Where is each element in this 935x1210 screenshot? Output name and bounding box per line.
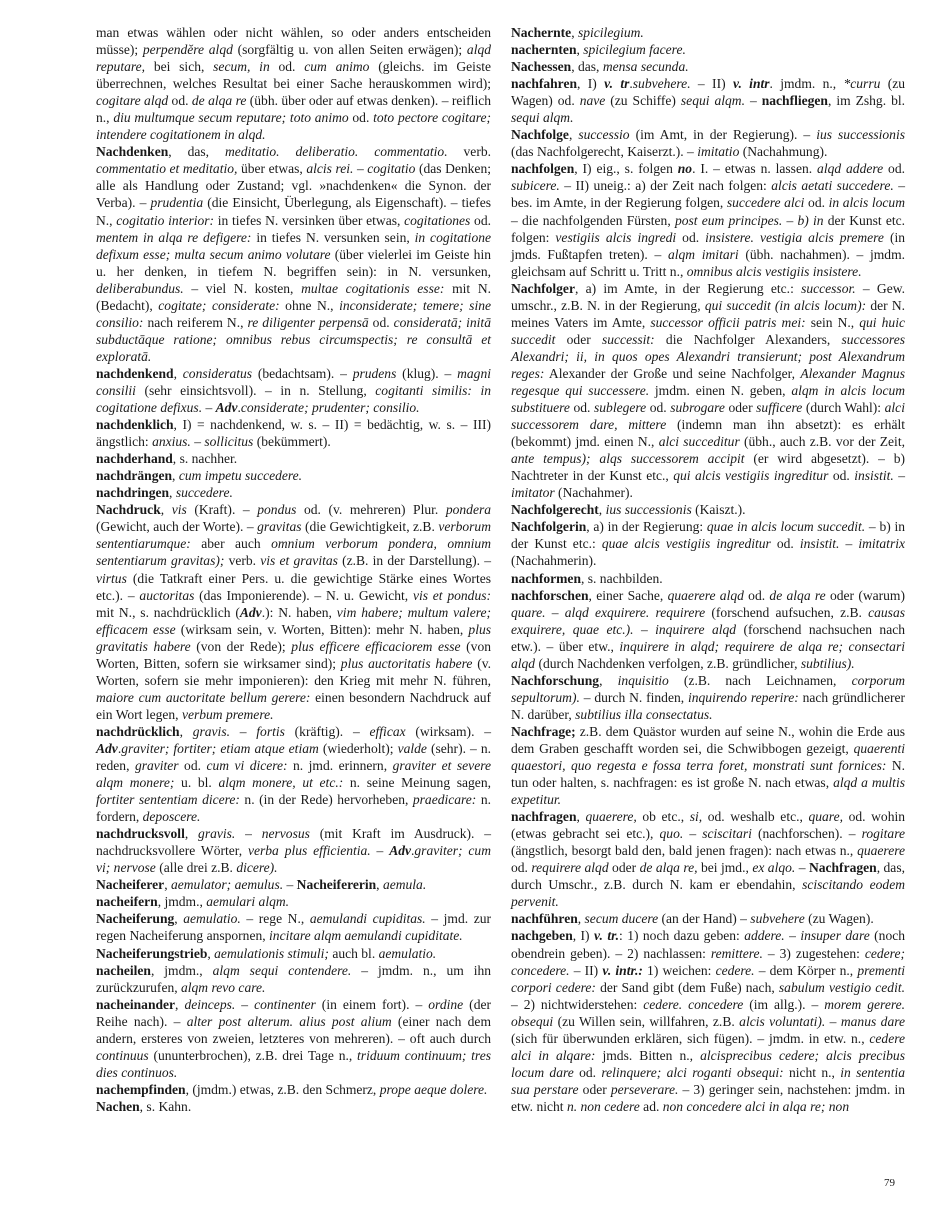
dictionary-entry: nachfolgen, I) eig., s. folgen no. I. – etwas n. lassen. alqd addere od. subicere. – II) uneig.: a) der Zeit nach folgen: alcis aetati succedere. – bes. im Amte, in der Regierung folgen, succedere alci od. in alcis locum – die nachfolgenden Fürsten, post eum principes. – b) in der Kunst etc. folgen: vestigiis alcis ingredi od. insistere. vestigia alcis premere (in jmds. Fußtapfen treten). – alqm imitari (übh. nachahmen). – jmdm. gleichsam auf Schritt u. Tritt n., omnibus alcis vestigiis insistere. <box>511 161 906 279</box>
left-column <box>96 24 491 1115</box>
dictionary-entry: nachdrücklich, gravis. – fortis (kräftig). – efficax (wirksam). – Adv.graviter; fortiter; etiam atque etiam (wiederholt); valde (sehr). – n. reden, graviter od. cum vi dicere: n. jmd. erinnern, graviter et severe alqm monere; u. bl. alqm monere, ut etc.: n. seine Meinung sagen, fortiter sententiam dicere: n. (in der Rede) hervorheben, praedicare: n. fordern, deposcere. <box>96 723 491 825</box>
dictionary-entry: Nachen, s. Kahn. <box>96 1098 192 1114</box>
dictionary-entry: nacheifern, jmdm., aemulari alqm. <box>96 894 290 910</box>
dictionary-entry: nachdenklich, I) = nachdenkend, w. s. – II) = bedächtig, w. s. – III) ängstlich: anxius. – sollicitus (bekümmert). <box>96 417 491 450</box>
dictionary-entry: Nachfolger, a) im Amte, in der Regierung etc.: successor. – Gew. umschr., z.B. N. in der Regierung, qui succedit (in alcis locum): der N. meines Vaters im Amte, successor officii patris mei: sein N., qui huic succedit oder successit: die Nachfolger Alexanders, successores Alexandri; ii, in quos opes Alexandri transierunt; post Alexandrum reges: Alexander der Große und seine Nachfolger, Alexander Magnus regesque qui successere. jmdm. einen N. geben, alqm in alcis locum substituere od. sublegere od. subrogare oder sufficere (durch Wahl): alci successorem dare, mittere (indemn man ihn absetzt): es erhält (bekommt) jmd. einen N., alci succeditur (übh., auch z.B. vor der Zeit, ante tempus); alqs successorem accipit (er wird abgesetzt). – b) Nachtreter in der Kunst etc., qui alcis vestigiis ingreditur od. insistit. – imitator (Nachahmer). <box>511 280 906 501</box>
dictionary-entry: Nachessen, das, mensa secunda. <box>511 59 689 75</box>
dictionary-entry: nacheilen, jmdm., alqm sequi contendere. – jmdm. n., um ihn zurückzurufen, alqm revo care. <box>96 962 492 995</box>
right-column <box>511 24 905 1115</box>
dictionary-entry: nachdrucksvoll, gravis. – nervosus (mit Kraft im Ausdruck). – nachdrucksvollere Wörter, verba plus efficientia. – Adv.graviter; cum vi; nervose (alle drei z.B. dicere). <box>96 826 491 876</box>
dictionary-entry: Nachfolge, successio (im Amt, in der Regierung). – ius successionis (das Nachfolgerecht, Kaiserzt.). – imitatio (Nachahmung). <box>511 127 905 160</box>
dictionary-entry: Nachdenken, das, meditatio. deliberatio. commentatio. verb. commentatio et meditatio, über etwas, alcis rei. – cogitatio (das Denken; alle als Handlung oder Zustand; vgl. »nachdenken« die Synon. der Verba). – prudentia (die Einsicht, Überlegung, als Eigenschaft). – tiefes N., cogitatio interior: in tiefes N. versinken über etwas, cogitationes od. mentem in alqa re defigere: in tiefes N. versunken sein, in cogitatione defixum esse; multa secum animo volutare (über vielerlei im Geiste hin u. her denken, in tiefem N. begriffen sein): in N. versunken, deliberabundus. – viel N. kosten, multae cogitationis esse: mit N. (Bedacht), cogitate; considerate: ohne N., inconsiderate; temere; sine consilio: nach reiferem N., re diligenter perpensā od. consideratā; initā subductāque ratione; omnibus rebus circumspectis; re consultā et exploratā. <box>96 144 492 364</box>
dictionary-entry: nachdringen, succedere. <box>96 485 233 501</box>
page-number: 79 <box>884 1177 895 1189</box>
dictionary-entry: nachfragen, quaerere, ob etc., si, od. weshalb etc., quare, od. wohin (etwas gebracht sei etc.), quo. – sciscitari (nachforschen). – rogitare (ängstlich, besorgt bald den, bald jenen fragen): nach etwas n., quaerere od. requirere alqd oder de alqa re, bei jmd., ex alqo. – Nachfragen, das, durch Umschr., z.B. durch N. kam er ebendahin, sciscitando eodem pervenit. <box>511 809 905 910</box>
dictionary-entry: nachderhand, s. nachher. <box>96 451 238 467</box>
dictionary-entry: Nachfolgerecht, ius successionis (Kaiszt.). <box>511 502 746 518</box>
dictionary-entry: Nachernte, spicilegium. <box>511 25 644 40</box>
dictionary-entry: Nachforschung, inquisitio (z.B. nach Leichnamen, corporum sepultorum). – durch N. finden, inquirendo reperire: nach gründlicherer N. darüber, subtilius illa consectatus. <box>511 672 905 722</box>
dictionary-entry: Nachfolgerin, a) in der Regierung: quae in alcis locum succedit. – b) in der Kunst etc.: quae alcis vestigiis ingreditur od. insistit. – imitatrix (Nachahmerin). <box>511 519 905 569</box>
dictionary-entry: nachdrängen, cum impetu succedere. <box>96 468 303 484</box>
dictionary-entry: nachdenkend, consideratus (bedachtsam). – prudens (klug). – magni consilii (sehr einsichtsvoll). – in n. Stellung, cogitanti similis: in cogitatione defixus. – Adv.considerate; prudenter; consilio. <box>96 365 491 416</box>
dictionary-entry: Nacheiferung, aemulatio. – rege N., aemulandi cupiditas. – jmd. zur regen Nacheiferung anspornen, incitare alqm aemulandi cupiditate. <box>96 911 491 944</box>
dictionary-entry: nachgeben, I) v. tr.: 1) noch dazu geben: addere. – insuper dare (noch obendrein geben). – 2) nachlassen: remittere. – 3) zugestehen: cedere; concedere. – II) v. intr.: 1) weichen: cedere. – dem Körper n., prementi corpori cedere: der Sand gibt (dem Fuße) nach, sabulum vestigio cedit. – 2) nichtwiderstehen: cedere. concedere (im allg.). – morem gerere. obsequi (zu Willen sein, willfahren, z.B. alcis voluntati). – manus dare (sich für überwunden erklären, sich fügen). – jmdm. in etw. n., cedere alci in alqare: jmds. Bitten n., alcisprecibus cedere; alcis precibus locum dare od. relinquere; alci roganti obsequi: nicht n., in sententia sua perstare oder perseverare. – 3) geringer sein, nachstehen: jmdm. in etw. nicht n. non cedere ad. non concedere alci in alqa re; non <box>511 928 906 1114</box>
dictionary-entry: man etwas wählen oder nicht wählen, so oder anders entscheiden müsse); perpendĕre alqd (sorgfältig u. von allen Seiten erwägen); alqd reputare, bei sich, secum, in od. cum animo (gleichs. im Geiste überrechnen, welches Resultat bei einer Sache herauskommen wird); cogitare alqd od. de alqa re (übh. über oder auf etwas denken). – reiflich n., diu multumque secum reputare; toto animo od. toto pectore cogitare; intendere cogitationem in alqd. <box>96 25 492 143</box>
dictionary-entry: nachformen, s. nachbilden. <box>511 570 663 586</box>
dictionary-entry: nacheinander, deinceps. – continenter (in einem fort). – ordine (der Reihe nach). – alter post alterum. alius post alium (einer nach dem andern, ersteres von zweien, letzteres von mehreren). – oft auch durch continuus (ununterbrochen), z.B. drei Tage n., triduum continuum; tres dies continuos. <box>96 996 491 1080</box>
dictionary-entry: Nacheiferer, aemulator; aemulus. – Nacheifererin, aemula. <box>96 877 427 893</box>
dictionary-entry: nachführen, secum ducere (an der Hand) – subvehere (zu Wagen). <box>511 911 874 927</box>
dictionary-entry: Nachfrage; z.B. dem Quästor wurden auf seine N., wohin die Erde aus dem Graben geschafft worden sei, die Schwibbogen gezeigt, quaerenti quaestori, quo regesta e fossa terra foret, monstrati sunt fornices: N. tun oder halten, s. nachfragen: es ist große N. nach etwas, alqd a multis expetitur. <box>511 723 905 808</box>
dictionary-entry: nachforschen, einer Sache, quaerere alqd od. de alqa re oder (warum) quare. – alqd exquirere. requirere (forschend aufsuchen, z.B. causas exquirere, quae etc.). – inquirere alqd (forschend nachsuchen nach etw.). – über etw., inquirere in alqd; requirere de alqa re; consectari alqd (durch Nachdenken verfolgen, z.B. gründlicher, subtilius). <box>511 587 905 671</box>
dictionary-entry: nachfahren, I) v. tr.subvehere. – II) v. intr. jmdm. n., *curru (zu Wagen) od. nave (zu Schiffe) sequi alqm. – nachfliegen, im Zshg. bl. sequi alqm. <box>511 76 906 126</box>
dictionary-entry: Nacheiferungstrieb, aemulationis stimuli; auch bl. aemulatio. <box>96 945 437 961</box>
dictionary-entry: nachempfinden, (jmdm.) etwas, z.B. den Schmerz, prope aeque dolere. <box>96 1081 488 1097</box>
dictionary-entry: nachernten, spicilegium facere. <box>511 42 686 58</box>
dictionary-entry: Nachdruck, vis (Kraft). – pondus od. (v. mehreren) Plur. pondera (Gewicht, auch der Worte). – gravitas (die Gewichtigkeit, z.B. verborum sententiarumque: aber auch omnium verborum pondera, omnium sententiarum gravitas); verb. vis et gravitas (z.B. in der Darstellung). – virtus (die Tatkraft einer Pers. u. die gewichtige Stärke eines Wortes etc.). – auctoritas (das Imponierende). – N. u. Gewicht, vis et pondus: mit N., s. nachdrücklich (Adv.): N. haben, vim habere; multum valere; efficacem esse (wirksam sein, v. Worten, Bitten): mehr N. haben, plus gravitatis habere (von der Rede); plus efficere efficaciorem esse (von Worten, Bitten, sofern sie wirksamer sind); plus auctoritatis habere (v. Worten, sofern sie mehr imponieren): den Krieg mit mehr N. führen, maiore cum auctoritate bellum gerere: einen besondern Nachdruck auf ein Wort legen, verbum premere. <box>96 502 492 722</box>
